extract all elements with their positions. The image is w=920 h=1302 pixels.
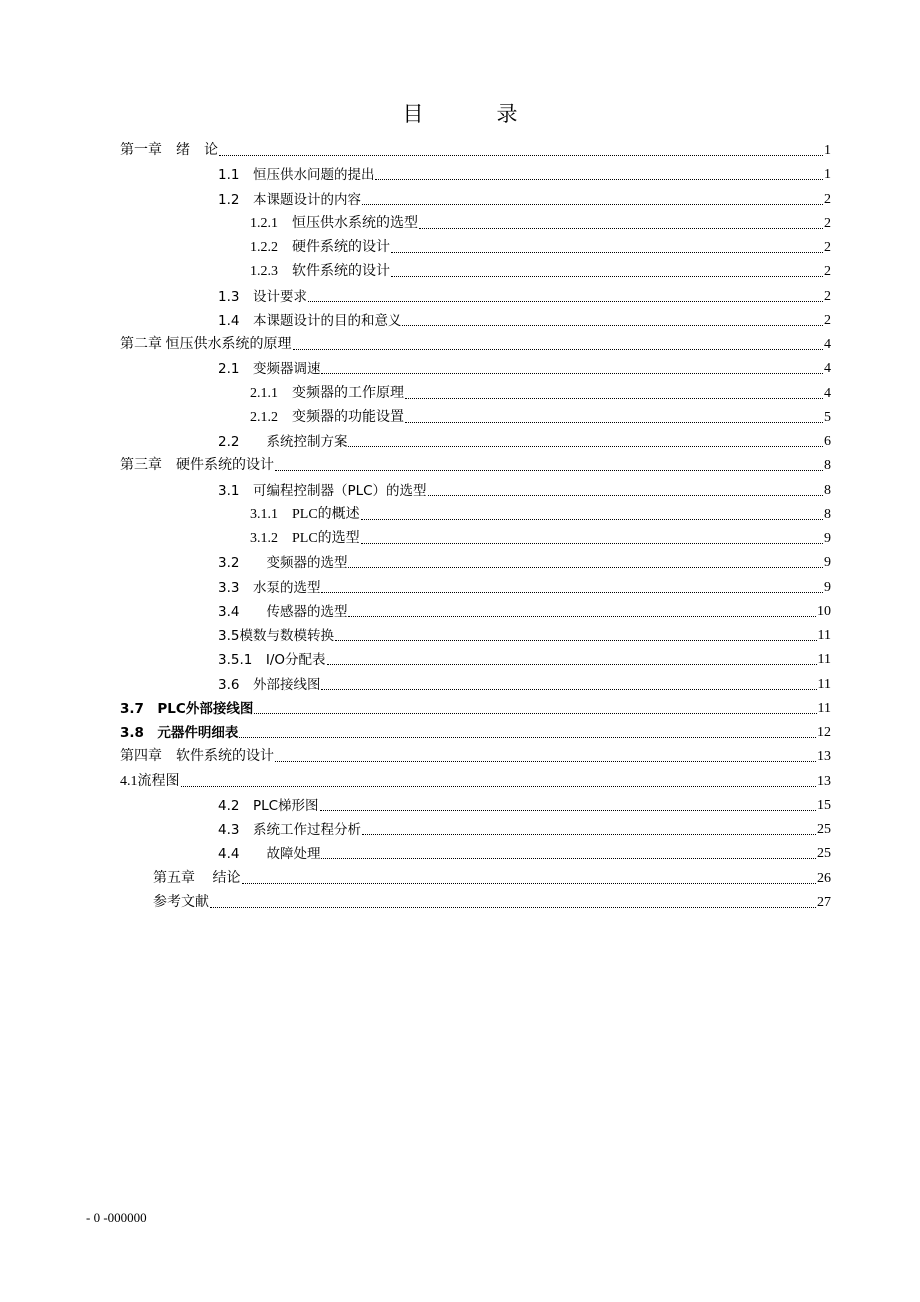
toc-entry-title: 3.6 外部接线图 (218, 676, 321, 693)
toc-entry-title: 1.2.2 硬件系统的设计 (250, 240, 390, 255)
toc-entry[interactable] (250, 211, 831, 233)
toc-entry-page-number: 10 (817, 603, 831, 619)
toc-entry-title: 第三章 硬件系统的设计 (120, 458, 274, 474)
toc-entry-title: 第一章 绪 论 (120, 143, 218, 158)
dot-leader (327, 664, 817, 665)
dot-leader (239, 737, 816, 738)
toc-entry-title: 第四章 软件系统的设计 (120, 749, 274, 765)
toc-entry[interactable] (250, 235, 831, 257)
toc-entry-title: 2.1.2 变频器的功能设置 (250, 409, 404, 425)
dot-leader (321, 373, 823, 374)
toc-entry-title: 第五章 结论 (153, 870, 241, 886)
toc-entry[interactable] (218, 187, 831, 209)
toc-entry[interactable] (120, 696, 831, 718)
toc-entry-page-number: 2 (824, 240, 831, 255)
dot-leader (308, 301, 823, 302)
toc-entry-page-number: 8 (824, 482, 831, 498)
dot-leader (321, 689, 816, 690)
toc-entry-page-number: 2 (824, 312, 831, 328)
toc-entry-page-number: 2 (824, 264, 831, 280)
toc-entry-title: 3.4 传感器的选型 (218, 603, 348, 620)
toc-entry-page-number: 2 (824, 288, 831, 304)
dot-leader (419, 228, 823, 229)
dot-leader (321, 858, 816, 859)
toc-entry-page-number: 27 (817, 894, 831, 910)
toc-entry[interactable] (120, 720, 831, 742)
toc-entry-title: 1.1 恒压供水问题的提出 (218, 167, 375, 184)
toc-entry-page-number: 11 (817, 652, 831, 668)
dot-leader (361, 543, 823, 544)
toc-entry-page-number: 13 (817, 773, 831, 789)
toc-entry-title: 1.2.1 恒压供水系统的选型 (250, 215, 418, 231)
dot-leader (242, 883, 817, 884)
dot-leader (362, 204, 823, 205)
toc-entry-page-number: 13 (817, 749, 831, 765)
toc-entry-page-number: 8 (824, 506, 831, 522)
toc-entry-title: 3.5模数与数模转换 (218, 628, 334, 644)
toc-entry-page-number: 9 (824, 555, 831, 571)
toc-entry-title: 2.1 变频器调速 (218, 361, 321, 378)
toc-entry-title: 1.2.3 软件系统的设计 (250, 264, 390, 280)
toc-entry-page-number: 11 (817, 628, 831, 643)
dot-leader (293, 349, 824, 350)
toc-entry-page-number: 9 (824, 531, 831, 546)
toc-entry-page-number: 2 (824, 191, 831, 207)
toc-entry-page-number: 9 (824, 579, 831, 595)
page-title: 目 录 (402, 102, 544, 126)
dot-leader (320, 810, 816, 811)
toc-entry[interactable] (120, 453, 831, 475)
toc-entry[interactable] (218, 817, 831, 839)
page-footer: - 0 -000000 (86, 1210, 147, 1225)
dot-leader (402, 325, 823, 326)
toc-entry-page-number: 5 (824, 409, 831, 425)
toc-entry-page-number: 25 (817, 846, 831, 862)
toc-entry[interactable] (218, 793, 831, 815)
toc-entry-page-number: 15 (817, 797, 831, 813)
toc-entry-page-number: 6 (824, 434, 831, 449)
toc-entry[interactable] (218, 429, 831, 451)
dot-leader (391, 276, 823, 277)
toc-entry-title: 3.1.2 PLC的选型 (250, 531, 360, 546)
dot-leader (405, 422, 823, 423)
toc-entry-page-number: 1 (824, 143, 831, 158)
toc-entry[interactable] (218, 308, 831, 330)
toc-entry-title: 1.4 本课题设计的目的和意义 (218, 312, 402, 329)
toc-entry[interactable] (218, 599, 831, 621)
toc-entry[interactable] (153, 866, 831, 888)
dot-leader (405, 398, 823, 399)
dot-leader (275, 761, 816, 762)
toc-entry-page-number: 12 (817, 725, 831, 740)
toc-entry-page-number: 11 (817, 700, 831, 716)
toc-entry-page-number: 26 (817, 870, 831, 886)
toc-entry-title: 4.2 PLC梯形图 (218, 797, 319, 814)
toc-entry-page-number: 1 (824, 167, 831, 183)
toc-entry[interactable] (218, 284, 831, 306)
toc-entry-title: 4.1流程图 (120, 773, 180, 789)
dot-leader (335, 640, 817, 641)
toc-entry[interactable] (120, 744, 831, 766)
dot-leader (348, 446, 823, 447)
toc-entry-title: 1.2 本课题设计的内容 (218, 191, 361, 208)
toc-entry-title: 3.2 变频器的选型 (218, 555, 348, 572)
dot-leader (254, 713, 816, 714)
toc-entry[interactable] (218, 672, 831, 694)
dot-leader (375, 179, 823, 180)
dot-leader (428, 495, 823, 496)
toc-entry-page-number: 2 (824, 215, 831, 231)
toc-entry[interactable] (218, 356, 831, 378)
dot-leader (210, 907, 816, 908)
toc-entry[interactable] (218, 162, 831, 184)
toc-entry[interactable] (120, 138, 831, 160)
toc-entry-title: 3.8 元器件明细表 (120, 725, 239, 741)
toc-entry-page-number: 4 (824, 337, 831, 352)
dot-leader (391, 252, 823, 253)
toc-entry-title: 3.5.1 I/O分配表 (218, 652, 326, 669)
dot-leader (275, 470, 823, 471)
toc-entry[interactable] (153, 890, 831, 912)
toc-entry-title: 3.1 可编程控制器（PLC）的选型 (218, 482, 427, 499)
toc-entry[interactable] (218, 550, 831, 572)
toc-entry-title: 参考文献 (153, 894, 209, 910)
toc-entry-title: 3.3 水泵的选型 (218, 579, 321, 596)
toc-entry-title: 3.1.1 PLC的概述 (250, 506, 360, 522)
dot-leader (362, 834, 816, 835)
toc-entry-title: 4.4 故障处理 (218, 846, 321, 863)
toc-entry-title: 第二章 恒压供水系统的原理 (120, 337, 292, 352)
toc-entry[interactable] (218, 841, 831, 863)
dot-leader (348, 616, 816, 617)
toc-entry[interactable] (120, 769, 831, 791)
dot-leader (219, 155, 823, 156)
toc-entry[interactable] (120, 332, 831, 354)
toc-entry-title: 4.3 系统工作过程分析 (218, 822, 361, 838)
toc-entry[interactable] (250, 405, 831, 427)
dot-leader (321, 592, 823, 593)
toc-entry-page-number: 4 (824, 361, 831, 377)
toc-entry[interactable] (218, 623, 831, 645)
toc-entry-page-number: 25 (817, 822, 831, 837)
toc-entry[interactable] (218, 575, 831, 597)
toc-entry[interactable] (218, 647, 831, 669)
toc-entry[interactable] (250, 526, 831, 548)
toc-entry-page-number: 11 (817, 676, 831, 692)
dot-leader (361, 519, 823, 520)
toc-entry[interactable] (250, 502, 831, 524)
toc-entry-page-number: 8 (824, 458, 831, 474)
toc-entry[interactable] (218, 478, 831, 500)
dot-leader (348, 567, 823, 568)
toc-entry[interactable] (250, 381, 831, 403)
toc-entry-title: 1.3 设计要求 (218, 288, 307, 305)
toc-entry-title: 2.2 系统控制方案 (218, 434, 348, 450)
toc-entry[interactable] (250, 259, 831, 281)
toc-entry-page-number: 4 (824, 385, 831, 401)
toc-entry-title: 3.7 PLC外部接线图 (120, 700, 254, 717)
dot-leader (181, 786, 817, 787)
toc-entry-title: 2.1.1 变频器的工作原理 (250, 385, 404, 401)
